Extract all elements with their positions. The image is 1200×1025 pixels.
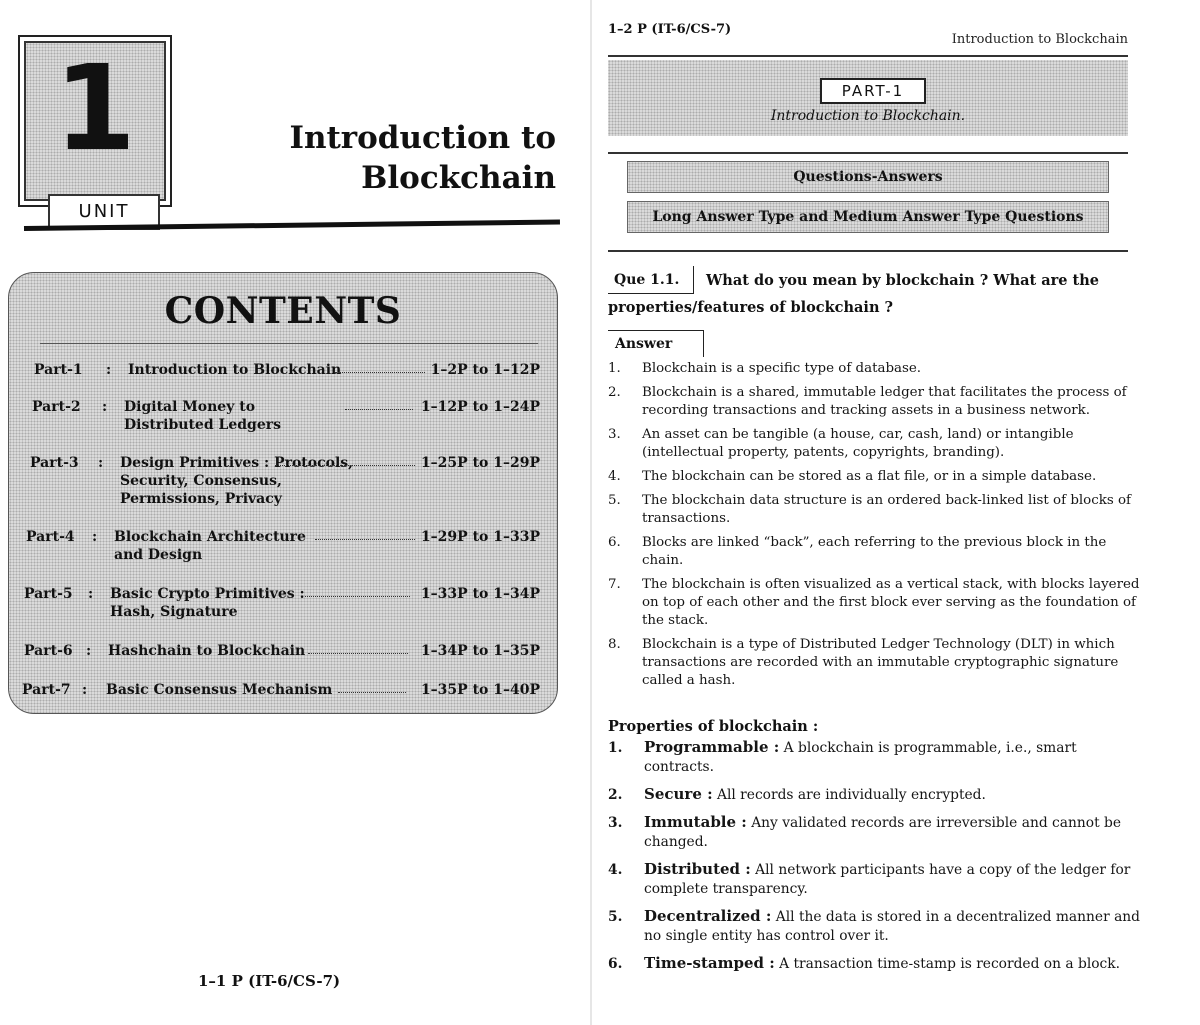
- qa-subheading: Long Answer Type and Medium Answer Type Questions: [627, 201, 1109, 233]
- toc-part: Part-5: [24, 586, 73, 602]
- properties-list: [608, 738, 1144, 982]
- property-term: Programmable :: [644, 738, 780, 756]
- property-term: Secure :: [644, 785, 713, 803]
- toc-colon: :: [82, 682, 88, 698]
- toc-leader: [308, 653, 408, 654]
- contents-divider: [40, 343, 538, 344]
- answer-number: 2.: [608, 385, 621, 400]
- property-text: All the data is stored in a decentralized manner and no single entity has control over it.: [644, 909, 1141, 944]
- answer-text: An asset can be tangible (a house, car, cash, land) or intangible (intellectual property, patents, copyrights, branding).: [642, 427, 1074, 460]
- toc-leader: [305, 596, 410, 597]
- toc-pages: 1–25P to 1–29P: [420, 455, 540, 471]
- chapter-title-line1: Introduction to: [289, 120, 556, 156]
- answer-item: [608, 426, 1140, 462]
- property-term: Immutable :: [644, 813, 747, 831]
- toc-colon: :: [106, 362, 112, 378]
- property-term: Distributed :: [644, 860, 751, 878]
- part-rule: [608, 152, 1128, 154]
- answer-number: 6.: [608, 535, 621, 550]
- toc-colon: :: [92, 529, 98, 545]
- toc-pages: 1–35P to 1–40P: [420, 682, 540, 698]
- toc-part: Part-2: [32, 399, 81, 415]
- unit-label: UNIT: [48, 194, 160, 230]
- running-head-right: Introduction to Blockchain: [951, 32, 1128, 47]
- property-text: Any validated records are irreversible and cannot be changed.: [644, 815, 1122, 850]
- answer-number: 8.: [608, 637, 621, 652]
- answer-text: Blockchain is a type of Distributed Ledger Technology (DLT) in which transactions are recorded with an immutable cryptographic signature called a hash.: [642, 637, 1119, 688]
- answer-item: [608, 636, 1140, 690]
- answer-number: 1.: [608, 361, 621, 376]
- toc-topic: Hashchain to Blockchain: [108, 643, 306, 659]
- contents-title: CONTENTS: [164, 290, 402, 332]
- page-footer: 1–1 P (IT-6/CS-7): [198, 972, 341, 990]
- property-item: [608, 738, 1144, 777]
- answer-text: The blockchain data structure is an ordered back-linked list of blocks of transactions.: [642, 493, 1132, 526]
- answer-number: 7.: [608, 577, 621, 592]
- toc-colon: :: [86, 643, 92, 659]
- header-rule: [608, 55, 1128, 57]
- property-item: [608, 813, 1144, 852]
- property-term: Time-stamped :: [644, 954, 775, 972]
- toc-pages: 1–33P to 1–34P: [420, 586, 540, 602]
- chapter-title-line2: Blockchain: [361, 160, 556, 196]
- toc-topic: Blockchain Architecture and Design: [114, 529, 306, 563]
- properties-heading: Properties of blockchain :: [608, 718, 819, 735]
- property-text: A transaction time-stamp is recorded on a block.: [774, 956, 1121, 972]
- toc-topic: Basic Crypto Primitives : Hash, Signature: [110, 586, 305, 620]
- property-item: [608, 860, 1144, 899]
- toc-topic: Design Primitives : Protocols, Security, Consensus, Permissions, Privacy: [120, 455, 354, 507]
- toc-leader: [345, 409, 413, 410]
- toc-leader: [315, 539, 415, 540]
- question-text-line1: What do you mean by blockchain ? What are the: [706, 272, 1100, 289]
- toc-pages: 1–29P to 1–33P: [420, 529, 540, 545]
- answer-text: The blockchain can be stored as a flat file, or in a simple database.: [642, 469, 1097, 484]
- chapter-title: [289, 118, 556, 198]
- toc-leader: [275, 465, 415, 466]
- answer-text: Blockchain is a specific type of database.: [642, 361, 922, 376]
- qa-rule: [608, 250, 1128, 252]
- answer-number: 5.: [608, 493, 621, 508]
- property-term: Decentralized :: [644, 907, 772, 925]
- answer-item: [608, 534, 1140, 570]
- toc-part: Part-1: [34, 362, 83, 378]
- toc-part: Part-3: [30, 455, 79, 471]
- part-label: PART-1: [820, 78, 926, 104]
- toc-colon: :: [98, 455, 104, 471]
- property-number: 5.: [608, 909, 623, 925]
- left-page: [0, 0, 590, 1025]
- toc-pages: 1–2P to 1–12P: [430, 362, 540, 378]
- right-page: [592, 0, 1200, 1025]
- toc-topic: Basic Consensus Mechanism: [106, 682, 333, 698]
- property-number: 2.: [608, 787, 623, 803]
- toc-part: Part-4: [26, 529, 75, 545]
- unit-number: 1: [53, 39, 137, 177]
- toc-part: Part-6: [24, 643, 73, 659]
- answer-tag: Answer: [608, 330, 704, 357]
- property-item: [608, 954, 1144, 974]
- answer-item: [608, 492, 1140, 528]
- answer-item: [608, 360, 1140, 378]
- property-number: 4.: [608, 862, 623, 878]
- question-tag: Que 1.1.: [608, 266, 694, 294]
- running-head-left: 1–2 P (IT-6/CS-7): [608, 22, 732, 37]
- property-text: All records are individually encrypted.: [712, 787, 986, 803]
- toc-pages: 1–34P to 1–35P: [420, 643, 540, 659]
- answer-item: [608, 576, 1140, 630]
- property-text: All network participants have a copy of the ledger for complete transparency.: [644, 862, 1131, 897]
- toc-colon: :: [102, 399, 108, 415]
- toc-leader: [338, 692, 406, 693]
- toc-colon: :: [88, 586, 94, 602]
- property-number: 3.: [608, 815, 623, 831]
- answer-number: 4.: [608, 469, 621, 484]
- qa-heading: Questions-Answers: [627, 161, 1109, 193]
- property-item: [608, 907, 1144, 946]
- property-item: [608, 785, 1144, 805]
- answer-item: [608, 468, 1140, 486]
- property-number: 6.: [608, 956, 623, 972]
- toc-topic: Digital Money to Distributed Ledgers: [124, 399, 282, 433]
- toc-topic: Introduction to Blockchain: [128, 362, 342, 378]
- property-text: A blockchain is programmable, i.e., smart contracts.: [644, 740, 1077, 775]
- answer-item: [608, 384, 1140, 420]
- answer-text: Blocks are linked “back”, each referring to the previous block in the chain.: [642, 535, 1107, 568]
- answer-text: The blockchain is often visualized as a vertical stack, with blocks layered on top of each other and the first block ever serving as the foundation of the stack.: [642, 577, 1140, 628]
- answer-list: [608, 360, 1140, 696]
- toc-part: Part-7: [22, 682, 71, 698]
- part-subtitle: Introduction to Blockchain.: [770, 108, 966, 124]
- toc-leader: [335, 372, 425, 373]
- unit-badge: [18, 35, 172, 222]
- answer-text: Blockchain is a shared, immutable ledger that facilitates the process of recording transactions and tracking assets in a business network.: [642, 385, 1127, 418]
- property-number: 1.: [608, 740, 623, 756]
- toc-pages: 1–12P to 1–24P: [420, 399, 540, 415]
- question-text-line2: properties/features of blockchain ?: [608, 299, 894, 316]
- answer-number: 3.: [608, 427, 621, 442]
